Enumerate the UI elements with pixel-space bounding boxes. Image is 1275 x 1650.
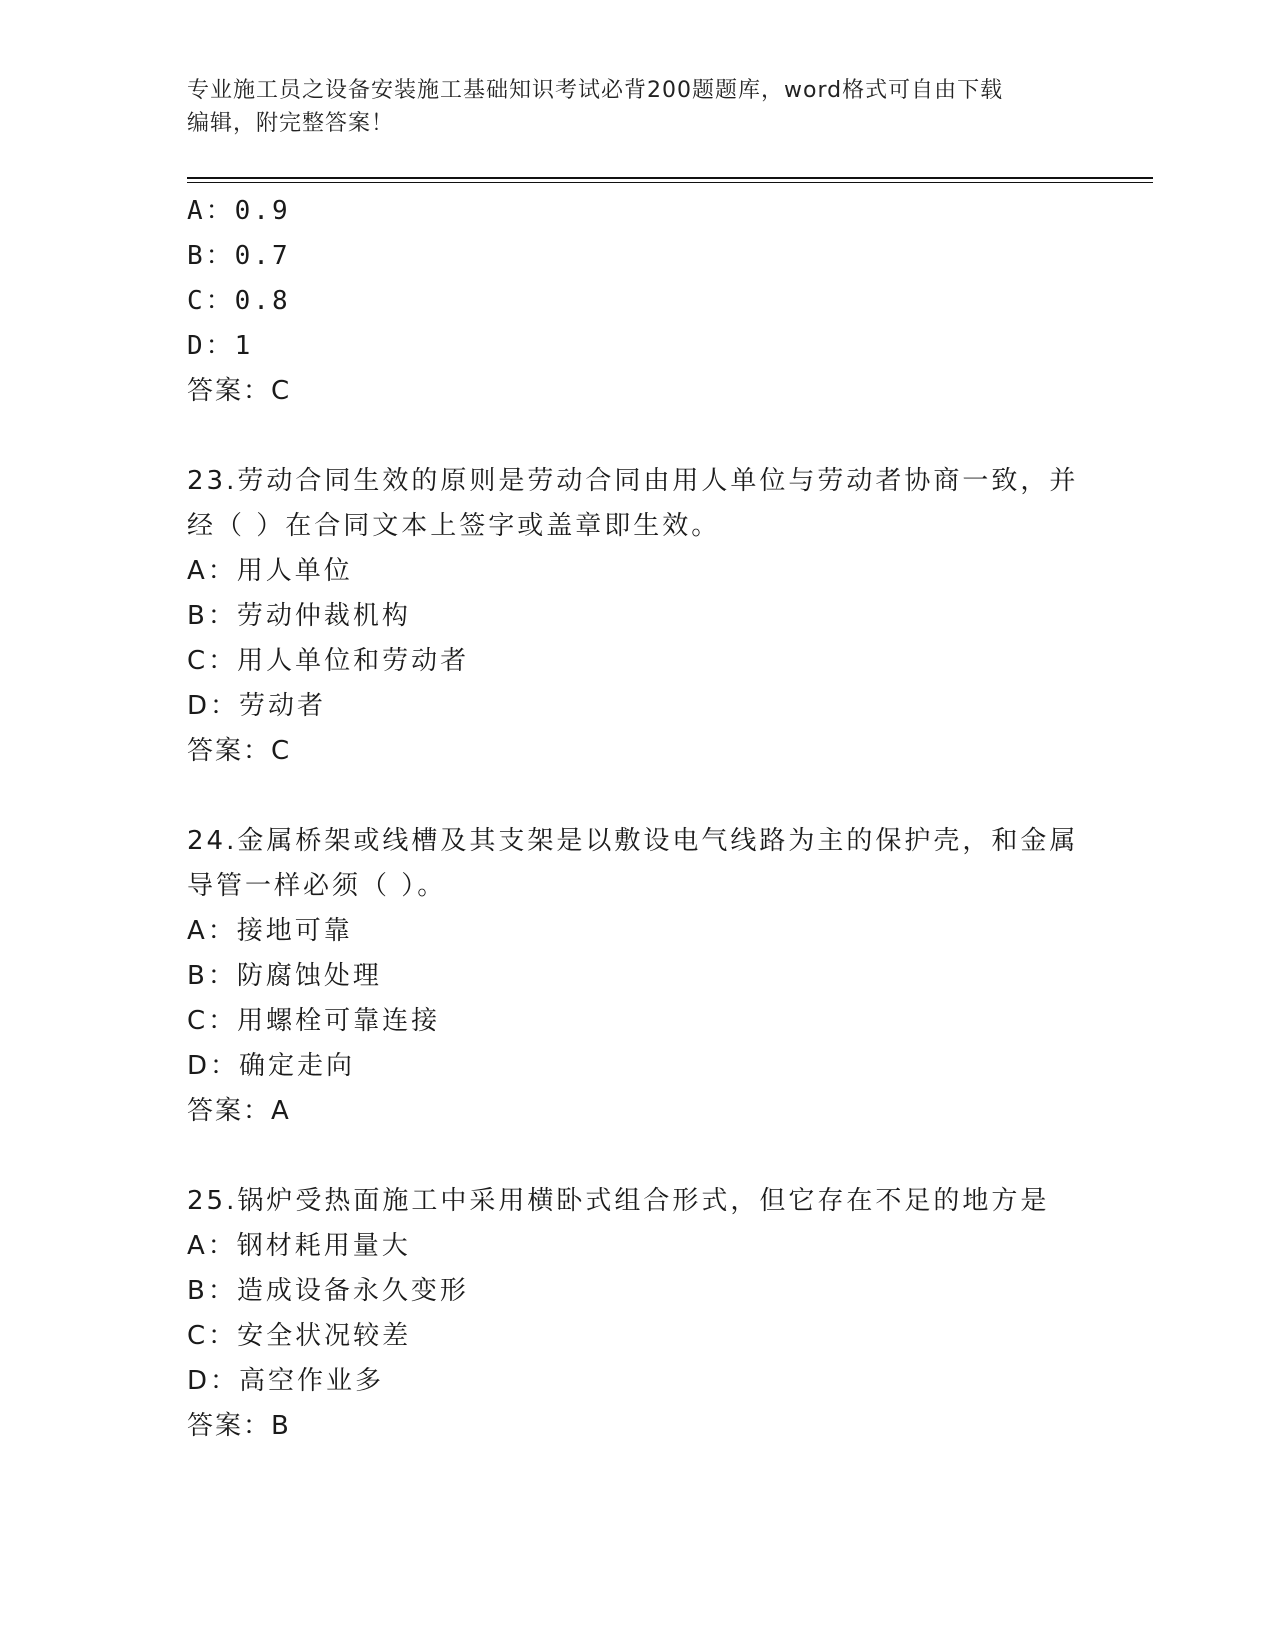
q25-option-a: A：钢材耗用量大 — [187, 1231, 411, 1261]
q22-option-c: C：0.8 — [187, 286, 291, 316]
q24-option-c: C：用螺栓可靠连接 — [187, 1006, 441, 1036]
q23-option-a: A：用人单位 — [187, 556, 353, 586]
q23-stem-line-2: 经（ ）在合同文本上签字或盖章即生效。 — [187, 511, 721, 541]
header-line-2: 编辑，附完整答案！ — [187, 111, 395, 136]
q22-option-a: A：0.9 — [187, 196, 291, 226]
q22-answer: 答案：C — [187, 376, 292, 406]
q24-stem-line-2: 导管一样必须（ ）。 — [187, 871, 447, 901]
q24-option-d: D：确定走向 — [187, 1051, 356, 1081]
q25-option-b: B：造成设备永久变形 — [187, 1276, 469, 1306]
q24-stem-line-1: 24.金属桥架或线槽及其支架是以敷设电气线路为主的保护壳，和金属 — [187, 826, 1079, 856]
q25-stem-line-1: 25.锅炉受热面施工中采用横卧式组合形式，但它存在不足的地方是 — [187, 1186, 1050, 1216]
q22-option-b: B：0.7 — [187, 241, 291, 271]
q25-option-c: C：安全状况较差 — [187, 1321, 412, 1351]
q24-answer: 答案：A — [187, 1096, 291, 1126]
q23-option-c: C：用人单位和劳动者 — [187, 646, 470, 676]
q25-option-d: D：高空作业多 — [187, 1366, 385, 1396]
q25-answer: 答案：B — [187, 1411, 291, 1441]
q24-option-b: B：防腐蚀处理 — [187, 961, 382, 991]
q24-option-a: A：接地可靠 — [187, 916, 353, 946]
q23-stem-line-1: 23.劳动合同生效的原则是劳动合同由用人单位与劳动者协商一致，并 — [187, 466, 1079, 496]
q23-option-d: D：劳动者 — [187, 691, 327, 721]
page-header — [187, 74, 1067, 140]
q23-answer: 答案：C — [187, 736, 292, 766]
header-divider-thin — [187, 182, 1153, 183]
header-line-1: 专业施工员之设备安装施工基础知识考试必背200题题库，word格式可自由下载 — [187, 78, 1004, 103]
header-divider-thick — [187, 177, 1153, 179]
q22-option-d: D：1 — [187, 331, 254, 361]
q23-option-b: B：劳动仲裁机构 — [187, 601, 411, 631]
